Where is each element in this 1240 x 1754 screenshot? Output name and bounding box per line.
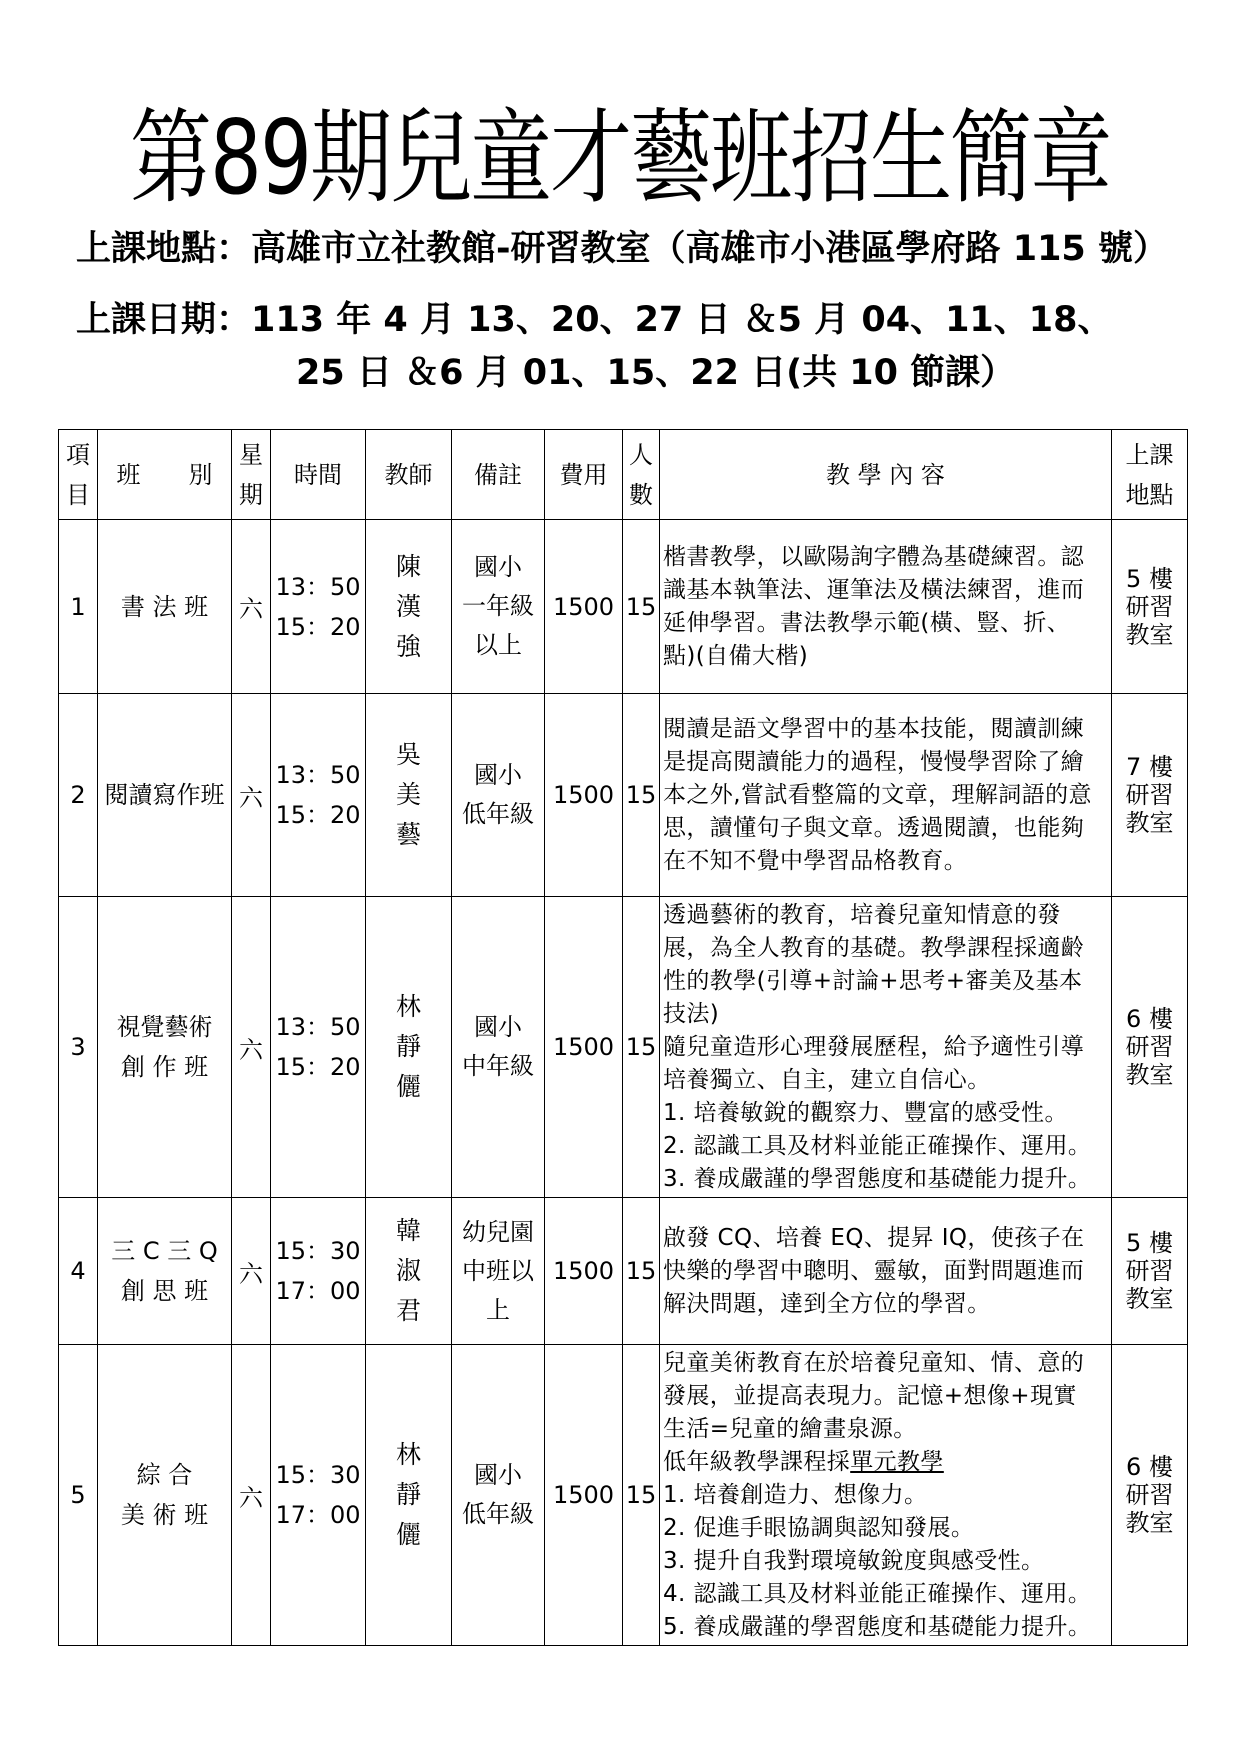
location-line: 研習	[1125, 1257, 1174, 1285]
table-row	[59, 694, 1188, 897]
note-line: 國小	[474, 553, 522, 581]
location-line: 5 樓	[1126, 564, 1173, 593]
note-line: 以上	[474, 631, 522, 659]
class-dates-line-2: 25 日 ＆6 月 01、15、22 日(共 10 節課）	[296, 353, 1016, 393]
content-line: 3. 提升自我對環境敏銳度與感受性。	[663, 1547, 1045, 1574]
fee-line: 1500	[552, 781, 615, 809]
location-cell	[1112, 897, 1188, 1198]
header-item-line: 目	[66, 480, 90, 509]
header-day	[232, 430, 271, 520]
header-content	[660, 430, 1112, 520]
teacher-line: 靜	[395, 1032, 421, 1061]
count-cell	[623, 694, 660, 897]
location-line: 研習	[1125, 1033, 1174, 1061]
time-cell	[271, 694, 366, 897]
content-cell	[660, 1345, 1112, 1646]
time-cell	[271, 520, 366, 694]
class-cell	[98, 897, 232, 1198]
fee-line: 1500	[552, 1033, 615, 1061]
count-line: 15	[625, 592, 657, 621]
class-cell	[98, 694, 232, 897]
header-teacher	[366, 430, 452, 520]
note-line: 低年級	[462, 800, 534, 828]
item-line: 3	[70, 1033, 86, 1061]
content-line: 發展，並提高表現力。記憶+想像+現實	[663, 1382, 1077, 1409]
content-underlined-text: 單元教學	[850, 1448, 944, 1475]
day-cell	[232, 1198, 271, 1345]
class-location-line: 上課地點：高雄市立社教館-研習教室（高雄市小港區學府路 115 號）	[76, 229, 1168, 269]
content-line: 閱讀是語文學習中的基本技能，閱讀訓練	[663, 715, 1085, 742]
time-cell	[271, 1198, 366, 1345]
content-line: 延伸學習。書法教學示範(橫、豎、折、	[663, 609, 1071, 636]
time-line: 17：00	[275, 1277, 361, 1305]
location-line: 6 樓	[1126, 1453, 1173, 1481]
note-cell	[452, 897, 545, 1198]
header-fee	[545, 430, 623, 520]
fee-cell	[545, 897, 623, 1198]
teacher-line: 藝	[395, 820, 421, 849]
table-row	[59, 520, 1188, 694]
header-content-line: 教 學 內 容	[826, 460, 945, 489]
class-line: 閱讀寫作班	[104, 781, 225, 809]
fee-cell	[545, 1345, 623, 1646]
header-location-line: 地點	[1125, 480, 1174, 509]
content-line: 1. 培養敏銳的觀察力、豐富的感受性。	[663, 1099, 1068, 1126]
class-cell	[98, 1198, 232, 1345]
teacher-cell	[366, 1345, 452, 1646]
note-line: 國小	[474, 761, 522, 789]
content-line: 本之外,嘗試看整篇的文章，理解詞語的意	[663, 781, 1092, 808]
item-line: 1	[70, 592, 86, 621]
note-line: 國小	[474, 1013, 522, 1041]
content-text: 低年級教學課程採	[663, 1448, 851, 1475]
item-line: 5	[70, 1481, 86, 1509]
note-line: 上	[486, 1295, 510, 1324]
table-row	[59, 1345, 1188, 1646]
content-line: 思，讀懂句子與文章。透過閱讀，也能夠	[663, 814, 1085, 841]
fee-line: 1500	[552, 592, 615, 621]
day-line: 六	[239, 1483, 263, 1512]
teacher-line: 吳	[395, 740, 421, 769]
header-item	[59, 430, 98, 520]
class-line: 創 作 班	[120, 1053, 209, 1081]
teacher-line: 強	[395, 631, 421, 661]
day-cell	[232, 520, 271, 694]
class-line: 書 法 班	[120, 592, 209, 621]
location-line: 教室	[1125, 1285, 1174, 1313]
day-line: 六	[239, 1035, 263, 1064]
header-note-line: 備註	[474, 460, 522, 489]
location-line: 研習	[1125, 592, 1174, 621]
teacher-line: 君	[395, 1296, 421, 1325]
teacher-line: 韓	[395, 1216, 421, 1245]
day-cell	[232, 694, 271, 897]
table-body	[59, 430, 1188, 1646]
item-cell	[59, 897, 98, 1198]
item-cell	[59, 520, 98, 694]
class-line: 視覺藝術	[116, 1013, 213, 1041]
count-line: 15	[625, 1481, 657, 1509]
content-line: 快樂的學習中聰明、靈敏，面對問題進而	[663, 1257, 1085, 1284]
header-day-line: 星	[239, 440, 263, 469]
table-row	[59, 1198, 1188, 1345]
note-line: 幼兒園	[462, 1217, 534, 1246]
content-line: 4. 認識工具及材料並能正確操作、運用。	[663, 1580, 1092, 1607]
content-line: 啟發 CQ、培養 EQ、提昇 IQ，使孩子在	[663, 1224, 1085, 1251]
item-cell	[59, 1345, 98, 1646]
note-cell	[452, 1345, 545, 1646]
note-cell	[452, 520, 545, 694]
header-day-line: 期	[239, 480, 263, 509]
header-count	[623, 430, 660, 520]
teacher-line: 儷	[395, 1072, 421, 1101]
content-cell	[660, 694, 1112, 897]
note-line: 國小	[474, 1461, 522, 1489]
content-line: 技法)	[663, 1000, 720, 1027]
content-line: 解決問題，達到全方位的學習。	[663, 1290, 991, 1317]
content-line: 識基本執筆法、運筆法及橫法練習，進而	[663, 576, 1085, 603]
location-line: 教室	[1125, 620, 1174, 649]
header-note	[452, 430, 545, 520]
time-line: 15：20	[275, 612, 361, 641]
content-line: 5. 養成嚴謹的學習態度和基礎能力提升。	[663, 1613, 1092, 1640]
header-location	[1112, 430, 1188, 520]
teacher-cell	[366, 520, 452, 694]
note-line: 中班以	[462, 1256, 534, 1285]
content-cell	[660, 897, 1112, 1198]
count-line: 15	[625, 1033, 657, 1061]
teacher-line: 美	[395, 780, 421, 809]
teacher-cell	[366, 1198, 452, 1345]
teacher-line: 淑	[395, 1256, 421, 1285]
header-time-line: 時間	[294, 460, 342, 489]
fee-line: 1500	[552, 1481, 615, 1509]
fee-line: 1500	[552, 1257, 615, 1285]
content-line: 在不知不覺中學習品格教育。	[663, 847, 968, 874]
header-teacher-line: 教師	[384, 460, 433, 489]
item-line: 2	[70, 781, 86, 809]
location-line: 5 樓	[1126, 1229, 1173, 1257]
fee-cell	[545, 520, 623, 694]
content-cell	[660, 520, 1112, 694]
document-title: 第89期兒童才藝班招生簡章	[129, 99, 1111, 218]
teacher-cell	[366, 897, 452, 1198]
location-line: 教室	[1125, 1509, 1174, 1537]
time-cell	[271, 897, 366, 1198]
note-cell	[452, 1198, 545, 1345]
class-cell	[98, 520, 232, 694]
header-count-line: 人	[629, 440, 653, 469]
content-line: 2. 認識工具及材料並能正確操作、運用。	[663, 1132, 1092, 1159]
time-line: 13：50	[275, 1013, 361, 1041]
table-row	[59, 897, 1188, 1198]
item-cell	[59, 1198, 98, 1345]
location-cell	[1112, 520, 1188, 694]
teacher-line: 林	[395, 992, 421, 1021]
day-cell	[232, 1345, 271, 1646]
class-line: 三 C 三 Q	[111, 1237, 218, 1265]
count-line: 15	[625, 781, 657, 809]
teacher-line: 靜	[395, 1480, 421, 1509]
header-count-line: 數	[629, 480, 653, 509]
content-line: 生活=兒童的繪畫泉源。	[663, 1415, 917, 1442]
time-line: 15：20	[275, 801, 361, 829]
location-line: 研習	[1125, 781, 1174, 809]
class-line: 綜 合	[136, 1461, 193, 1489]
day-cell	[232, 897, 271, 1198]
header-fee-line: 費用	[559, 460, 608, 489]
content-line	[663, 1446, 1111, 1479]
location-line: 研習	[1125, 1481, 1174, 1509]
content-line: 楷書教學，以歐陽詢字體為基礎練習。認	[663, 543, 1085, 570]
table-header-row	[59, 430, 1188, 520]
time-line: 15：30	[275, 1237, 361, 1265]
teacher-line: 陳	[395, 551, 421, 581]
location-line: 教室	[1125, 809, 1174, 837]
time-line: 15：20	[275, 1053, 361, 1081]
location-cell	[1112, 1198, 1188, 1345]
note-line: 低年級	[462, 1500, 534, 1528]
header-class-line: 班 別	[116, 460, 213, 489]
day-line: 六	[239, 1259, 263, 1288]
location-line: 教室	[1125, 1061, 1174, 1089]
time-line: 13：50	[275, 761, 361, 789]
header-class	[98, 430, 232, 520]
count-cell	[623, 897, 660, 1198]
time-line: 17：00	[275, 1501, 361, 1529]
content-line: 透過藝術的教育，培養兒童知情意的發	[663, 901, 1061, 928]
note-cell	[452, 694, 545, 897]
content-line: 展，為全人教育的基礎。教學課程採適齡	[663, 934, 1085, 961]
item-line: 4	[70, 1257, 86, 1285]
class-line: 美 術 班	[120, 1501, 209, 1529]
class-cell	[98, 1345, 232, 1646]
fee-cell	[545, 694, 623, 897]
header-time	[271, 430, 366, 520]
content-line: 1. 培養創造力、想像力。	[663, 1481, 928, 1508]
teacher-line: 林	[395, 1440, 421, 1469]
count-cell	[623, 1198, 660, 1345]
time-cell	[271, 1345, 366, 1646]
content-line: 點)(自備大楷)	[663, 642, 809, 669]
header-location-line: 上課	[1125, 440, 1174, 469]
time-line: 15：30	[275, 1461, 361, 1489]
day-line: 六	[239, 783, 263, 812]
header-item-line: 項	[66, 440, 90, 469]
fee-cell	[545, 1198, 623, 1345]
content-line: 培養獨立、自主，建立自信心。	[663, 1066, 991, 1093]
time-line: 13：50	[275, 572, 361, 601]
location-line: 7 樓	[1126, 753, 1173, 781]
content-line: 是提高閱讀能力的過程，慢慢學習除了繪	[663, 748, 1085, 775]
location-cell	[1112, 694, 1188, 897]
teacher-line: 漢	[395, 591, 421, 621]
count-cell	[623, 520, 660, 694]
teacher-line: 儷	[395, 1520, 421, 1549]
day-line: 六	[239, 595, 263, 623]
content-line: 兒童美術教育在於培養兒童知、情、意的	[663, 1349, 1085, 1376]
count-line: 15	[625, 1257, 657, 1285]
class-dates-line-1: 上課日期：113 年 4 月 13、20、27 日 ＆5 月 04、11、18、	[76, 300, 1113, 340]
count-cell	[623, 1345, 660, 1646]
course-table	[58, 429, 1188, 1646]
location-cell	[1112, 1345, 1188, 1646]
content-cell	[660, 1198, 1112, 1345]
teacher-cell	[366, 694, 452, 897]
content-line: 性的教學(引導+討論+思考+審美及基本	[663, 967, 1083, 994]
content-line: 3. 養成嚴謹的學習態度和基礎能力提升。	[663, 1165, 1092, 1192]
item-cell	[59, 694, 98, 897]
class-line: 創 思 班	[120, 1277, 209, 1305]
note-line: 一年級	[462, 592, 534, 620]
note-line: 中年級	[462, 1052, 534, 1080]
location-line: 6 樓	[1126, 1005, 1173, 1033]
content-line: 隨兒童造形心理發展歷程，給予適性引導	[663, 1033, 1085, 1060]
content-line: 2. 促進手眼協調與認知發展。	[663, 1514, 975, 1541]
